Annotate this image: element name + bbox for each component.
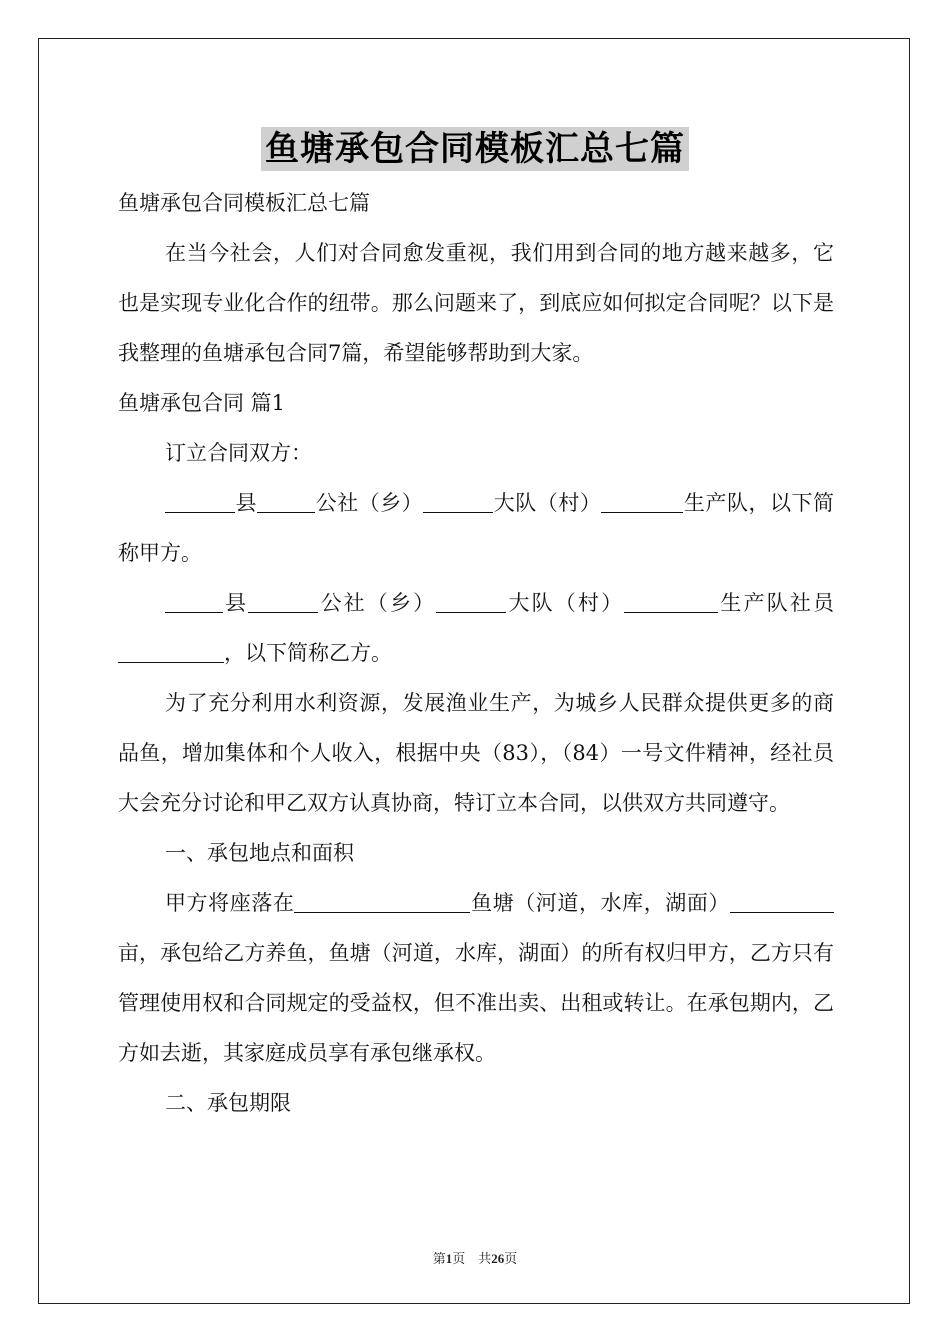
document-subtitle: 鱼塘承包合同模板汇总七篇 xyxy=(118,191,370,215)
clause1-heading: 一、承包地点和面积 xyxy=(165,841,354,865)
team-a-label: 生产队，以下简称甲方。 xyxy=(118,491,835,565)
blank-area xyxy=(730,890,834,913)
party-b-paragraph xyxy=(118,578,834,678)
document-title: 鱼塘承包合同模板汇总七篇 xyxy=(261,127,689,171)
purpose-paragraph: 为了充分利用水利资源，发展渔业生产，为城乡人民群众提供更多的商品鱼，增加集体和个人收入，根据中央（83），（84）一号文件精神，经社员大会充分讨论和甲乙双方认真协商，特订立本合同，以供双方共同遵守。 xyxy=(118,691,834,815)
clause1-paragraph xyxy=(118,878,834,1078)
blank-location xyxy=(294,890,470,913)
blank-commune-b xyxy=(248,590,318,613)
team-b-label: 生产队社员 xyxy=(718,591,835,615)
clause1-rest: 亩，承包给乙方养鱼，鱼塘（河道，水库，湖面）的所有权归甲方，乙方只有管理使用权和合同规定的受益权，但不准出卖、出租或转让。在承包期内，乙方如去逝，其家庭成员享有承包继承权。 xyxy=(118,941,834,1065)
commune-b-label: 公社（乡） xyxy=(318,591,437,615)
party-a-paragraph xyxy=(118,478,834,578)
title-block xyxy=(0,127,950,171)
blank-county-b xyxy=(165,590,223,613)
party-b-tail: ，以下简称乙方。 xyxy=(224,641,392,665)
blank-county-a xyxy=(165,490,235,513)
blank-brigade-b xyxy=(436,590,506,613)
footer-page-prefix: 第 xyxy=(432,1251,446,1266)
brigade-a-label: 大队（村） xyxy=(493,491,602,515)
clause1-lead: 甲方将座落在 xyxy=(165,891,295,915)
blank-team-a xyxy=(601,490,683,513)
county-a-label: 县 xyxy=(235,491,258,515)
footer-page-suffix: 页 xyxy=(504,1251,518,1266)
clause1-mid: 鱼塘（河道，水库，湖面） xyxy=(470,891,731,915)
document-body xyxy=(118,178,834,1128)
commune-a-label: 公社（乡） xyxy=(315,491,424,515)
footer-page-total: 26 xyxy=(491,1251,505,1266)
clause2-heading: 二、承包期限 xyxy=(165,1091,291,1115)
county-b-label: 县 xyxy=(223,591,249,615)
footer-page-number: 1 xyxy=(445,1251,453,1266)
blank-member-b xyxy=(118,640,224,663)
blank-team-b xyxy=(624,590,718,613)
blank-commune-a xyxy=(257,490,315,513)
page-footer xyxy=(0,1248,950,1267)
intro-paragraph: 在当今社会，人们对合同愈发重视，我们用到合同的地方越来越多，它也是实现专业化合作的纽带。那么问题来了，到底应如何拟定合同呢？以下是我整理的鱼塘承包合同7篇，希望能够帮助到大家。 xyxy=(118,241,834,365)
section-heading: 鱼塘承包合同 篇1 xyxy=(118,391,286,415)
footer-page-mid: 页 共 xyxy=(452,1251,492,1266)
parties-label: 订立合同双方： xyxy=(165,441,312,465)
blank-brigade-a xyxy=(423,490,493,513)
brigade-b-label: 大队（村） xyxy=(506,591,625,615)
